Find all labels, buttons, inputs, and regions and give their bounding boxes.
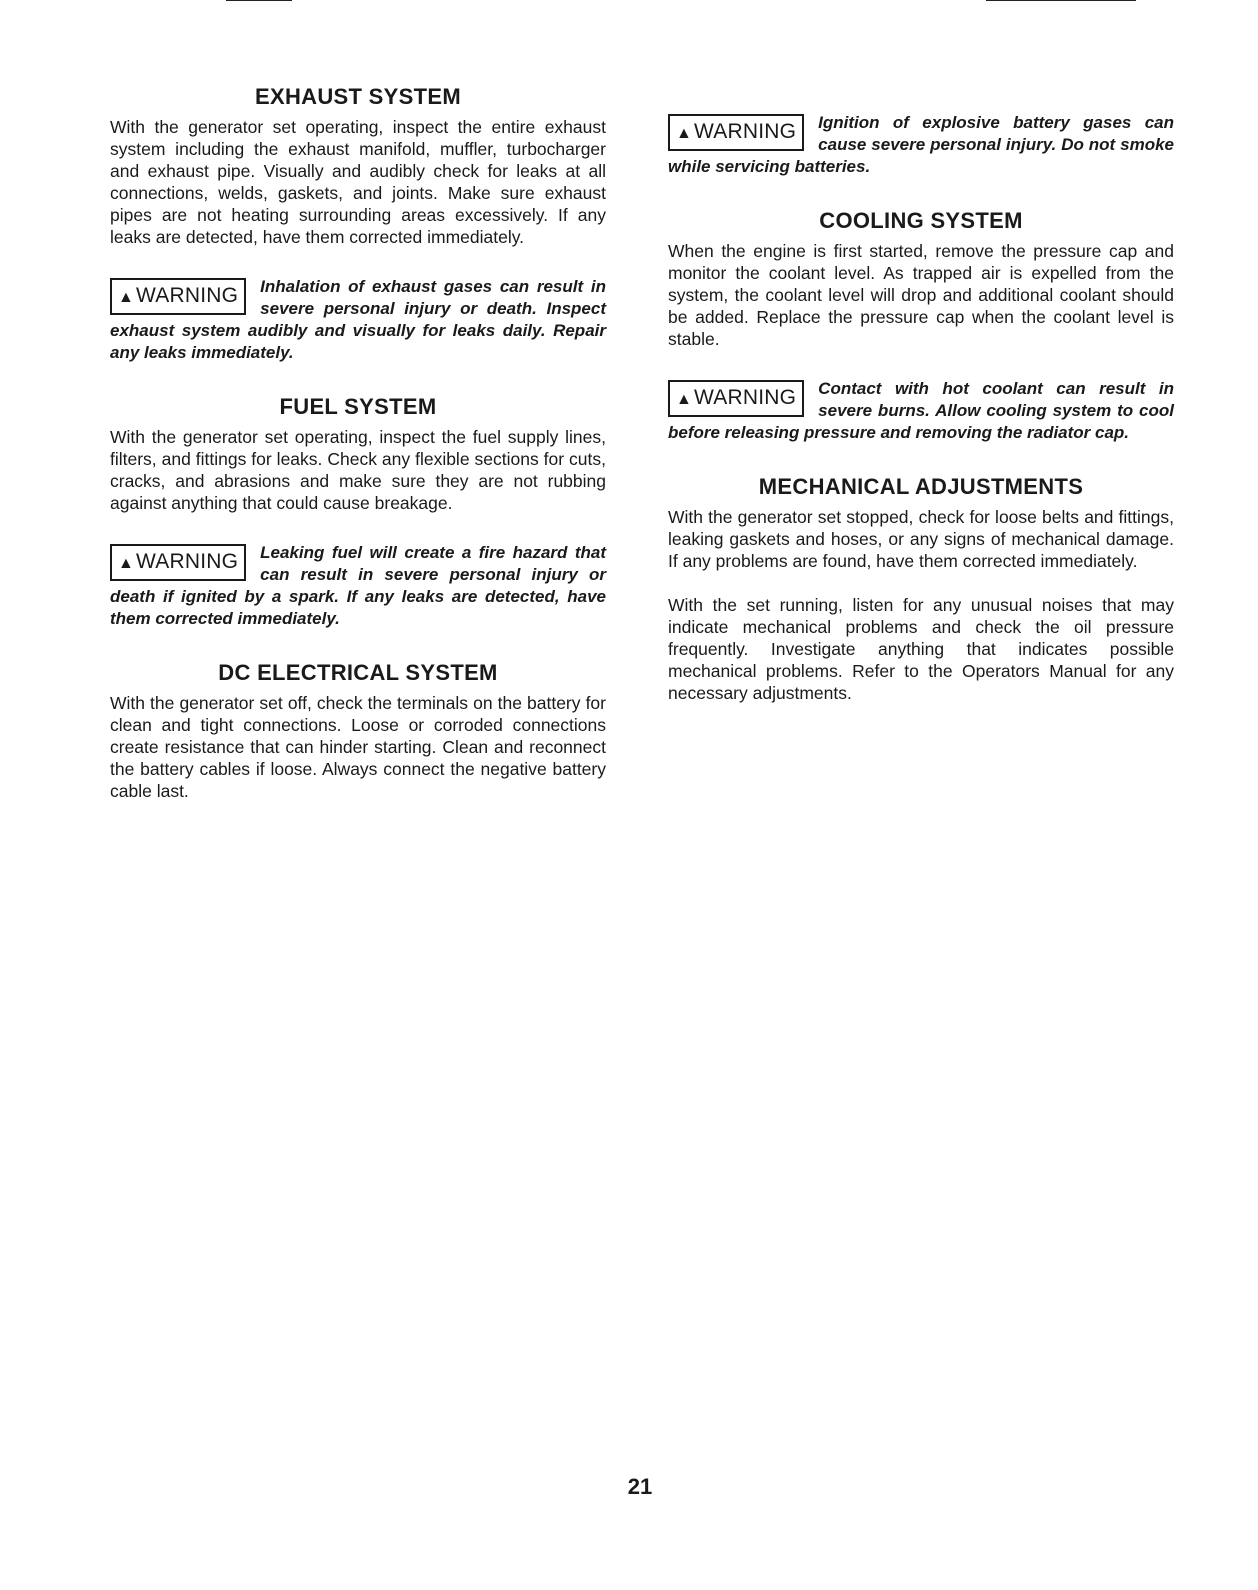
fuel-section [110, 394, 606, 630]
cooling-section [668, 208, 1174, 444]
fuel-heading: FUEL SYSTEM [279, 394, 437, 419]
top-rule-right [986, 0, 1136, 1]
exhaust-body: With the generator set operating, inspect the entire exhaust system including the exhaust manifold, muffler, turbocharger and exhaust pipe. Visually and audibly check for leaks at all connections, welds, gaskets, and joints. Make sure exhaust pipes are not heating surrounding areas excessively. If any leaks are detected, have them corrected immediately. [110, 117, 606, 247]
dc-electrical-section [110, 660, 606, 802]
fuel-warning-text: Leaking fuel will create a fire hazard that can result in severe personal injury or death if ignited by a spark. If any leaks are detected, have them corrected immediately. [110, 543, 606, 628]
fuel-warning [110, 542, 606, 630]
warning-triangle-icon: ▲ [676, 391, 693, 408]
warning-triangle-icon: ▲ [118, 289, 135, 306]
left-column [110, 84, 606, 802]
page-number: 21 [627, 1474, 653, 1499]
mechanical-body-1: With the generator set stopped, check for loose belts and fittings, leaking gaskets and hoses, or any signs of mechanical damage. If any problems are found, have them corrected immediately. [668, 507, 1174, 571]
exhaust-warning-text: Inhalation of exhaust gases can result in severe personal injury or death. Inspect exhaust system audibly and visually for leaks daily. Repair any leaks immediately. [110, 277, 606, 362]
exhaust-warning [110, 276, 606, 364]
warning-badge [668, 380, 804, 417]
warning-badge-label: WARNING [694, 120, 797, 143]
battery-warning-text: Ignition of explosive battery gases can cause severe personal injury. Do not smoke while servicing batteries. [668, 113, 1174, 176]
warning-badge-label: WARNING [136, 550, 239, 573]
warning-badge-label: WARNING [694, 386, 797, 409]
exhaust-heading: EXHAUST SYSTEM [255, 84, 461, 109]
dc-electrical-heading: DC ELECTRICAL SYSTEM [218, 660, 498, 685]
cooling-body: When the engine is first started, remove the pressure cap and monitor the coolant level. As trapped air is expelled from the system, the coolant level will drop and additional coolant should be added. Replace the pressure cap when the coolant level is stable. [668, 241, 1174, 349]
battery-warning-section [668, 112, 1174, 178]
dc-electrical-body: With the generator set off, check the terminals on the battery for clean and tight connections. Loose or corroded connections create resistance that can hinder starting. Clean and reconnect the battery cables if loose. Always connect the negative battery cable last. [110, 693, 606, 801]
cooling-heading: COOLING SYSTEM [819, 208, 1023, 233]
top-rule-left [226, 0, 292, 1]
battery-warning [668, 112, 1174, 178]
warning-badge-label: WARNING [136, 284, 239, 307]
right-column [668, 112, 1174, 704]
mechanical-heading: MECHANICAL ADJUSTMENTS [758, 474, 1084, 499]
cooling-warning [668, 378, 1174, 444]
mechanical-section [668, 474, 1174, 704]
mechanical-body-2: With the set running, listen for any unusual noises that may indicate mechanical problems and check the oil pressure frequently. Investigate anything that indicates possible mechanical problems. Refer to the Operators Manual for any necessary adjustments. [668, 595, 1174, 703]
warning-triangle-icon: ▲ [676, 125, 693, 142]
warning-triangle-icon: ▲ [118, 555, 135, 572]
warning-badge [110, 278, 246, 315]
warning-badge [668, 114, 804, 151]
fuel-body: With the generator set operating, inspect the fuel supply lines, filters, and fittings for leaks. Check any flexible sections for cuts, cracks, and abrasions and make sure they are not rubbing against anything that could cause breakage. [110, 427, 606, 513]
cooling-warning-text: Contact with hot coolant can result in severe burns. Allow cooling system to cool before releasing pressure and removing the radiator cap. [668, 379, 1174, 442]
warning-badge [110, 544, 246, 581]
exhaust-section [110, 84, 606, 364]
